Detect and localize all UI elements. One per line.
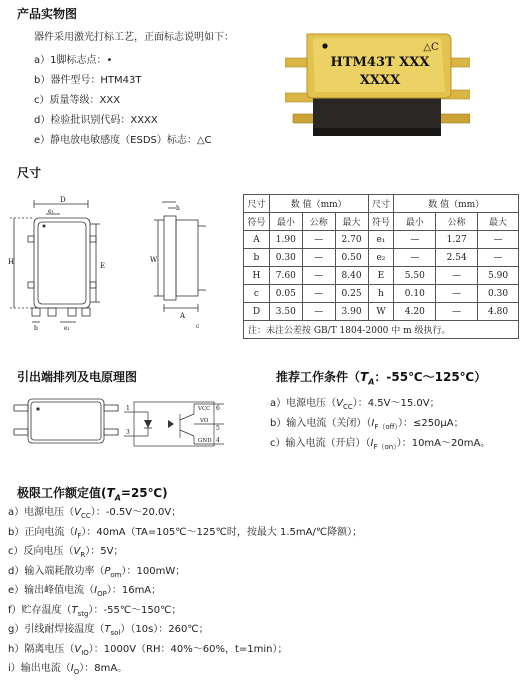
- item-label: 引线耐焊接温度（: [24, 624, 105, 635]
- header-cell: 最小: [269, 213, 302, 231]
- item-prefix: c）: [8, 546, 24, 557]
- table-note: 注：未注公差按 GB/T 1804-2000 中 m 级执行。: [244, 321, 519, 339]
- pin-number: 5: [216, 425, 220, 432]
- pin-number: 1: [126, 405, 130, 412]
- list-item: [34, 94, 212, 114]
- item-text: 器件型号：HTM43T: [50, 75, 142, 86]
- table-cell: 3.50: [269, 303, 302, 321]
- header-cell: 最大: [335, 213, 368, 231]
- item-sub: F: [77, 531, 82, 540]
- item-value: ）（10s）：260℃；: [120, 624, 209, 635]
- table-cell: 1.90: [269, 231, 302, 249]
- table-row: [244, 267, 519, 285]
- pin-number: 4: [216, 437, 220, 444]
- item-value: ）：5V；: [85, 546, 124, 557]
- table-row: [244, 303, 519, 321]
- heading-part: =25℃): [120, 486, 168, 500]
- table-row: [244, 231, 519, 249]
- item-value: ）：1000V（RH：40%～60%，t=1min）；: [88, 643, 288, 655]
- header-cell: 尺寸: [244, 195, 270, 213]
- item-text: 1脚标志点：•: [50, 55, 113, 66]
- item-symbol: T: [71, 604, 78, 616]
- list-item: [34, 114, 212, 134]
- heading-sub: A: [114, 493, 121, 503]
- item-symbol: I: [70, 663, 74, 674]
- item-sub: F（on）: [373, 443, 397, 451]
- item-label: 贮存温度（: [21, 604, 72, 616]
- item-prefix: g）: [8, 624, 25, 635]
- node-label-vcc: VCC: [198, 406, 211, 412]
- pin1-dot: [322, 43, 327, 48]
- list-item: [34, 74, 212, 94]
- heading-symbol: T: [360, 370, 369, 384]
- table-cell: —: [394, 231, 436, 249]
- chip-mark-line1: HTM43T XXX: [330, 55, 430, 70]
- item-prefix: e）: [8, 585, 25, 596]
- heading-limits: [17, 484, 168, 502]
- table-cell: —: [302, 267, 335, 285]
- item-label: 输出峰值电流（: [24, 585, 95, 596]
- item-label: 输入电流（关闭）（: [286, 418, 372, 429]
- item-symbol: I: [94, 585, 98, 596]
- item-prefix: d）: [34, 115, 51, 126]
- pin-number: 6: [216, 405, 220, 412]
- table-cell: —: [436, 285, 478, 303]
- item-symbol: V: [74, 643, 82, 655]
- heading-sub: A: [368, 377, 375, 387]
- dim-label-H: H: [8, 258, 15, 266]
- list-item: [270, 397, 490, 417]
- item-sub: CC: [80, 512, 91, 520]
- item-symbol: V: [336, 398, 343, 409]
- item-symbol: T: [104, 624, 111, 635]
- table-cell: A: [244, 231, 270, 249]
- item-prefix: f）: [8, 604, 22, 616]
- table-cell: 0.10: [394, 285, 436, 303]
- item-prefix: b）: [8, 526, 25, 538]
- item-prefix: d）: [8, 565, 25, 577]
- item-value: ）：-0.5V～20.0V；: [90, 507, 182, 518]
- table-cell: 5.90: [478, 267, 519, 285]
- item-prefix: e）: [34, 135, 51, 146]
- item-label: 隔离电压（: [24, 643, 75, 655]
- item-prefix: c）: [270, 438, 286, 449]
- item-prefix: h）: [8, 643, 25, 655]
- item-sub: om: [110, 570, 122, 579]
- item-label: 输入端耗散功率（: [24, 565, 105, 577]
- item-sub: R: [80, 551, 86, 559]
- table-cell: W: [368, 303, 394, 321]
- list-item: [8, 643, 362, 663]
- item-value: ）：-55℃～150℃；: [88, 604, 182, 616]
- item-value: ）：40mA（TA=105℃～125℃时，按最大 1.5mA/℃降额）；: [81, 526, 363, 538]
- item-label: 反向电压（: [23, 546, 74, 557]
- list-item: [8, 662, 362, 682]
- item-sub: OP: [97, 590, 107, 598]
- table-cell: —: [436, 267, 478, 285]
- chip-esds-mark: △C: [423, 42, 439, 53]
- item-symbol: I: [371, 418, 375, 429]
- table-cell: 0.50: [335, 249, 368, 267]
- table-cell: 1.27: [436, 231, 478, 249]
- dim-label-A: A: [180, 312, 186, 320]
- limits-list: [8, 506, 362, 682]
- table-cell: b: [244, 249, 270, 267]
- heading-part: ：-55℃～125℃）: [374, 370, 487, 384]
- dim-label-h: h: [176, 205, 180, 212]
- table-cell: 7.60: [269, 267, 302, 285]
- table-header-row: [244, 213, 519, 231]
- item-text: 质量等级：XXX: [49, 95, 121, 106]
- header-cell: 公称: [436, 213, 478, 231]
- node-label-vo: VO: [200, 418, 209, 424]
- table-cell: c: [244, 285, 270, 303]
- table-cell: 8.40: [335, 267, 368, 285]
- outline-drawing-top: [8, 196, 120, 334]
- heading-recommended: [276, 368, 486, 386]
- table-cell: 2.70: [335, 231, 368, 249]
- table-cell: —: [302, 231, 335, 249]
- list-item: [270, 437, 490, 457]
- heading-product: 产品实物图: [17, 7, 78, 21]
- chip-mark-line2: XXXX: [359, 73, 401, 88]
- item-sub: IO: [81, 648, 89, 657]
- item-value: ）：16mA；: [106, 585, 162, 596]
- header-cell: 最小: [394, 213, 436, 231]
- dim-label-c: c: [196, 323, 200, 330]
- list-item: [34, 54, 212, 74]
- table-cell: 2.54: [436, 249, 478, 267]
- dim-label-E: E: [100, 262, 106, 270]
- item-label: 输出电流（: [20, 663, 71, 674]
- item-prefix: a）: [270, 398, 287, 409]
- header-cell: 符号: [368, 213, 394, 231]
- table-cell: 0.30: [478, 285, 519, 303]
- photodiode-icon: [168, 420, 174, 428]
- product-intro: 器件采用激光打标工艺，正面标志说明如下：: [34, 32, 234, 43]
- item-label: 电源电压（: [286, 398, 337, 409]
- item-sub: stg: [77, 609, 89, 618]
- header-cell: 数 值（mm）: [394, 195, 519, 213]
- table-row: [244, 249, 519, 267]
- item-text: 静电放电敏感度（ESDS）标志：△C: [50, 135, 212, 146]
- pinout-package: [8, 395, 124, 447]
- table-cell: —: [394, 249, 436, 267]
- table-cell: 4.20: [394, 303, 436, 321]
- item-value: ）：4.5V～15.0V；: [352, 398, 440, 409]
- table-cell: —: [436, 303, 478, 321]
- item-label: 输入电流（开启）（: [285, 438, 371, 449]
- dim-label-D: D: [60, 196, 66, 204]
- table-note-row: [244, 321, 519, 339]
- table-cell: H: [244, 267, 270, 285]
- item-prefix: b）: [270, 418, 287, 429]
- item-prefix: i）: [8, 663, 21, 674]
- item-sub: sol: [110, 629, 121, 637]
- heading-dimensions: 尺寸: [17, 166, 42, 180]
- item-text: 检验批识别代码：XXXX: [50, 115, 158, 126]
- header-cell: 公称: [302, 213, 335, 231]
- list-item: [8, 604, 362, 624]
- item-symbol: P: [104, 565, 111, 577]
- header-cell: 符号: [244, 213, 270, 231]
- table-cell: 3.90: [335, 303, 368, 321]
- list-item: [8, 584, 362, 604]
- table-cell: —: [478, 231, 519, 249]
- dim-label-e1-bottom: e₁: [64, 325, 70, 332]
- table-row: [244, 285, 519, 303]
- table-cell: e₂: [368, 249, 394, 267]
- item-symbol: V: [74, 507, 81, 518]
- list-item: [34, 134, 212, 154]
- schematic-diagram: [124, 398, 224, 450]
- table-cell: 4.80: [478, 303, 519, 321]
- item-value: ）：10mA～20mA。: [396, 438, 491, 449]
- list-item: [8, 506, 362, 526]
- table-cell: h: [368, 285, 394, 303]
- dim-label-b: b: [34, 325, 38, 332]
- header-cell: 尺寸: [368, 195, 394, 213]
- item-prefix: a）: [34, 55, 51, 66]
- header-cell: 最大: [478, 213, 519, 231]
- dimension-table: [243, 194, 519, 339]
- item-label: 正向电流（: [24, 526, 75, 538]
- item-symbol: I: [74, 526, 78, 538]
- list-item: [8, 623, 362, 643]
- table-cell: —: [302, 303, 335, 321]
- item-value: ）：≤250μA；: [397, 418, 464, 429]
- table-header-row: [244, 195, 519, 213]
- outline-drawing-side: [148, 196, 216, 332]
- node-label-gnd: GND: [198, 438, 212, 444]
- item-symbol: V: [73, 546, 81, 557]
- table-cell: 0.30: [269, 249, 302, 267]
- dim-label-e1-top: e₁: [48, 208, 54, 215]
- item-sub: F（off）: [374, 423, 398, 431]
- table-cell: —: [478, 249, 519, 267]
- table-cell: e₁: [368, 231, 394, 249]
- table-cell: 5.50: [394, 267, 436, 285]
- item-prefix: c）: [34, 95, 50, 106]
- list-item: [8, 526, 362, 546]
- table-cell: E: [368, 267, 394, 285]
- chip-photo: [285, 28, 470, 140]
- table-cell: —: [302, 285, 335, 303]
- list-item: [8, 545, 362, 565]
- recommended-list: [270, 397, 490, 457]
- list-item: [270, 417, 490, 437]
- list-item: [8, 565, 362, 585]
- table-cell: D: [244, 303, 270, 321]
- marking-list: [34, 54, 212, 154]
- pin-number: 3: [126, 429, 130, 436]
- item-value: ）：100mW；: [121, 565, 186, 577]
- table-cell: 0.05: [269, 285, 302, 303]
- heading-symbol: T: [106, 486, 115, 500]
- dim-label-W: W: [150, 256, 158, 264]
- table-cell: —: [302, 249, 335, 267]
- table-cell: 0.25: [335, 285, 368, 303]
- item-prefix: b）: [34, 75, 51, 86]
- led-diode-icon: [144, 420, 152, 428]
- item-symbol: I: [370, 438, 374, 449]
- item-sub: CC: [342, 403, 353, 411]
- item-sub: O: [73, 668, 80, 676]
- heading-part: 极限工作额定值(: [17, 486, 107, 500]
- item-label: 电源电压（: [24, 507, 75, 518]
- item-value: ）：8mA。: [79, 663, 128, 674]
- heading-part: 推荐工作条件（: [276, 370, 361, 384]
- item-prefix: a）: [8, 507, 25, 518]
- header-cell: 数 值（mm）: [269, 195, 368, 213]
- heading-pinout: 引出端排列及电原理图: [17, 370, 138, 384]
